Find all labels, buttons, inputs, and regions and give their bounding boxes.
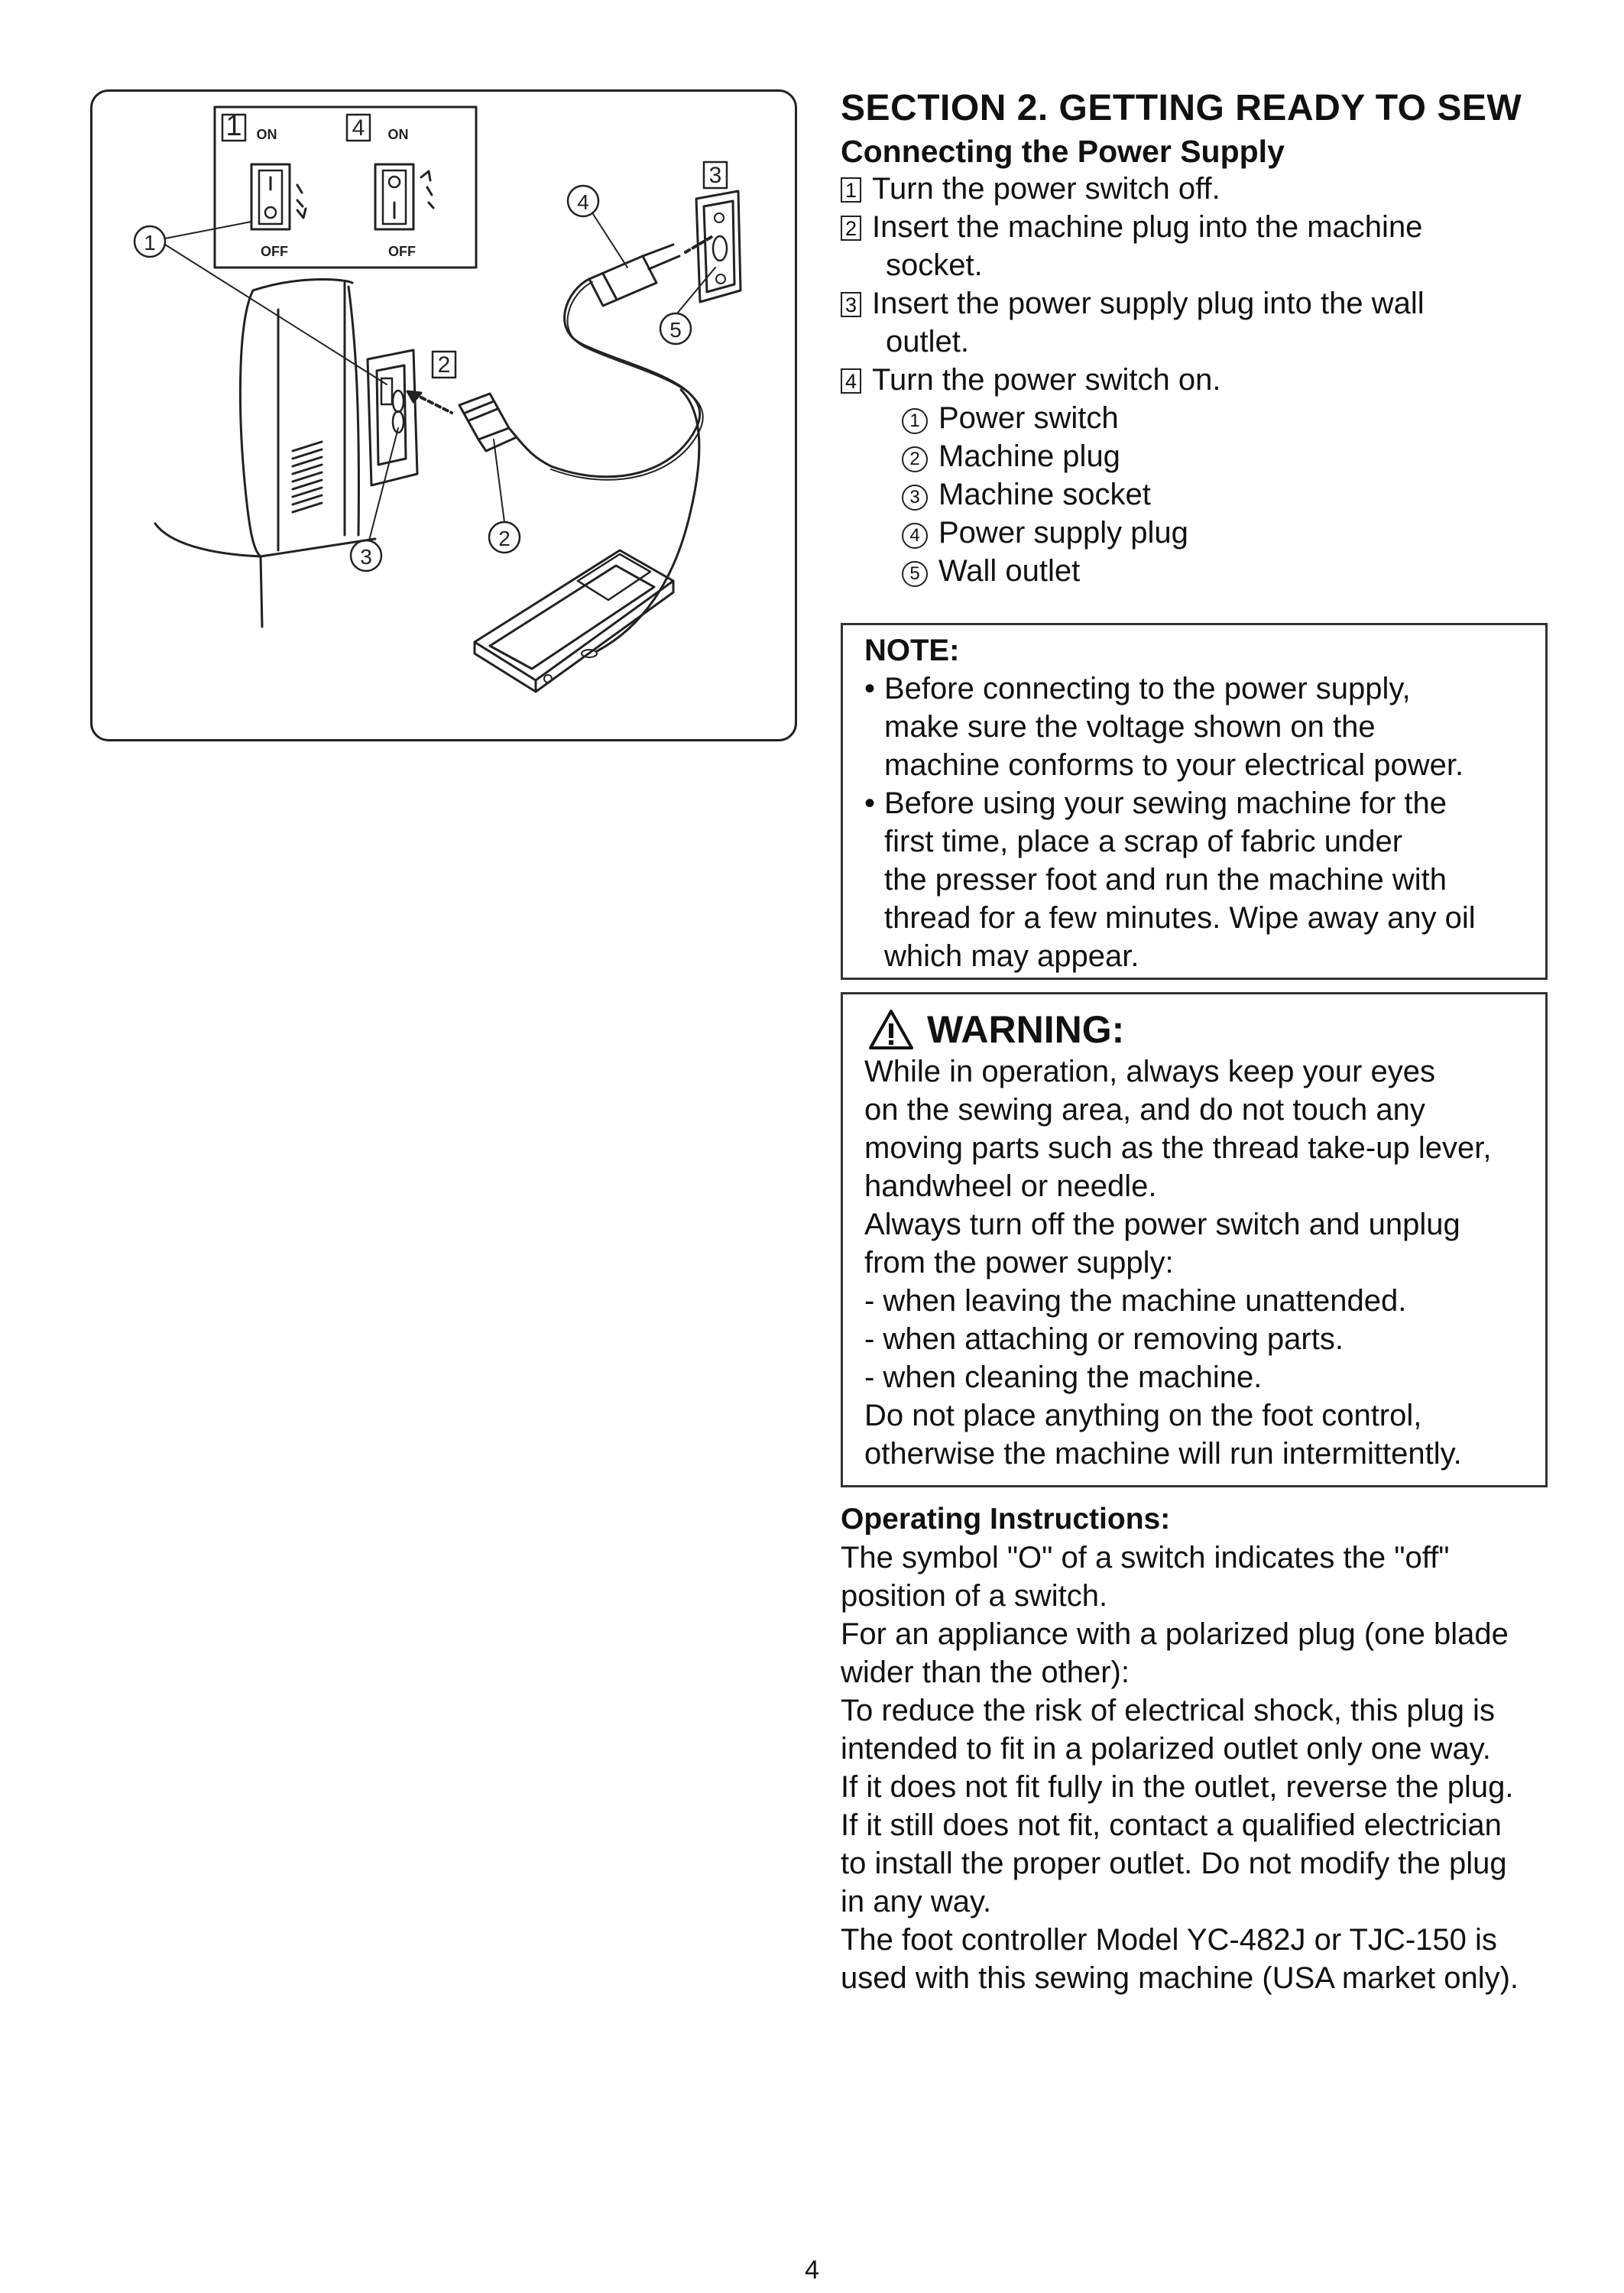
- warning-title: WARNING:: [927, 1008, 1125, 1051]
- note-text-line: which may appear.: [884, 939, 1139, 973]
- warning-line: While in operation, always keep your eyes: [864, 1055, 1436, 1088]
- warning-line: Do not place anything on the foot control,: [864, 1399, 1422, 1432]
- warning-line: - when attaching or removing parts.: [864, 1322, 1344, 1356]
- legend-number-circle: 5: [902, 561, 928, 587]
- note-text-line: make sure the voltage shown on the: [884, 710, 1376, 744]
- step-text: Insert the power supply plug into the wall: [872, 287, 1425, 320]
- figure-box-label-2: 2: [437, 352, 451, 378]
- note-bullet-item: • Before connecting to the power supply,: [864, 670, 1545, 708]
- legend-item: [902, 399, 1513, 437]
- figure-callout-2: 2: [498, 527, 511, 550]
- legend-number-circle: 4: [902, 523, 928, 549]
- figure-box-label-4: 4: [352, 115, 365, 141]
- note-bullet-item: • Before using your sewing machine for the: [864, 784, 1545, 822]
- operating-line: For an appliance with a polarized plug (one blade: [841, 1617, 1509, 1651]
- power-switch-on-icon: [375, 164, 433, 229]
- operating-line: used with this sewing machine (USA market only).: [841, 1961, 1519, 1995]
- step-item: [841, 208, 1559, 246]
- step-text: Turn the power switch on.: [872, 363, 1221, 397]
- legend-item: [902, 437, 1513, 475]
- legend-label: Wall outlet: [938, 554, 1081, 588]
- warning-line: - when cleaning the machine.: [864, 1361, 1263, 1394]
- step-text: Insert the machine plug into the machine: [872, 210, 1423, 244]
- warning-box: [841, 992, 1548, 1487]
- figure-callout-3: 3: [360, 545, 372, 569]
- figure-callout-5: 5: [669, 318, 682, 342]
- on-label-right: ON: [387, 127, 409, 142]
- warning-header: [864, 1007, 1545, 1052]
- note-text-line: thread for a few minutes. Wipe away any oil: [884, 901, 1476, 935]
- bullet-mark: •: [864, 786, 876, 820]
- operating-line: If it does not fit fully in the outlet, reverse the plug.: [841, 1770, 1514, 1804]
- step-item: [841, 170, 1559, 208]
- legend-label: Power supply plug: [938, 516, 1188, 550]
- operating-line: to install the proper outlet. Do not modify the plug: [841, 1847, 1507, 1880]
- legend-number-circle: 1: [902, 408, 928, 434]
- operating-line: position of a switch.: [841, 1579, 1108, 1613]
- step-item: [841, 284, 1559, 323]
- warning-line: otherwise the machine will run intermittently.: [864, 1437, 1462, 1471]
- operating-instructions-title: Operating Instructions:: [841, 1503, 1171, 1536]
- step-text: Turn the power switch off.: [872, 172, 1220, 206]
- figure-box-label-1: 1: [225, 110, 242, 142]
- note-title: NOTE:: [864, 634, 960, 667]
- warning-line: on the sewing area, and do not touch any: [864, 1093, 1425, 1127]
- legend-item: [902, 475, 1513, 514]
- warning-line: - when leaving the machine unattended.: [864, 1284, 1407, 1318]
- figure-callout-1: 1: [144, 231, 156, 255]
- note-box: [841, 623, 1548, 980]
- operating-instructions-body: [841, 1539, 1559, 1997]
- page-number: 4: [805, 2256, 819, 2285]
- note-text-line: first time, place a scrap of fabric under: [884, 825, 1403, 858]
- figure-callout-4: 4: [577, 190, 589, 214]
- legend-label: Power switch: [938, 401, 1119, 435]
- off-label-right: OFF: [388, 244, 416, 259]
- parts-legend: [902, 399, 1513, 590]
- note-text-line: the presser foot and run the machine with: [884, 863, 1447, 897]
- operating-line: in any way.: [841, 1885, 992, 1918]
- figure-box-label-3: 3: [708, 163, 722, 188]
- step-number-box: 4: [841, 368, 861, 394]
- step-number-box: 3: [841, 292, 861, 317]
- legend-number-circle: 2: [902, 446, 928, 472]
- step-text-continued: socket.: [886, 248, 983, 282]
- bullet-mark: •: [864, 672, 876, 705]
- warning-line: moving parts such as the thread take-up lever,: [864, 1131, 1492, 1165]
- operating-line: The symbol "O" of a switch indicates the "off": [841, 1541, 1450, 1575]
- step-number-box: 2: [841, 216, 861, 241]
- sewing-machine-body: [155, 280, 417, 627]
- warning-line: handwheel or needle.: [864, 1169, 1157, 1203]
- power-supply-plug-icon: [589, 237, 712, 306]
- legend-label: Machine plug: [938, 439, 1120, 473]
- switch-inset-frame: [215, 107, 476, 268]
- operating-line: To reduce the risk of electrical shock, this plug is: [841, 1694, 1495, 1727]
- legend-item: [902, 514, 1513, 552]
- wall-outlet-icon: [696, 191, 741, 302]
- warning-line: Always turn off the power switch and unplug: [864, 1208, 1460, 1241]
- power-connection-illustration: [90, 89, 797, 741]
- step-number-box: 1: [841, 177, 861, 203]
- subsection-title: Connecting the Power Supply: [841, 134, 1285, 169]
- machine-plug-icon: [459, 394, 551, 466]
- step-item: [841, 361, 1559, 399]
- on-label-left: ON: [256, 127, 277, 142]
- operating-line: The foot controller Model YC-482J or TJC-150 is: [841, 1923, 1497, 1957]
- operating-line: wider than the other):: [841, 1656, 1130, 1689]
- warning-line: from the power supply:: [864, 1246, 1174, 1279]
- warning-triangle-icon: [867, 1008, 915, 1051]
- operating-line: intended to fit in a polarized outlet only one way.: [841, 1732, 1491, 1766]
- operating-line: If it still does not fit, contact a qualified electrician: [841, 1808, 1502, 1842]
- legend-number-circle: 3: [902, 485, 928, 511]
- legend-label: Machine socket: [938, 478, 1151, 511]
- note-text-line: machine conforms to your electrical power.: [884, 748, 1464, 782]
- power-switch-off-icon: [251, 164, 306, 229]
- step-text-continued: outlet.: [886, 325, 969, 358]
- section-title: SECTION 2. GETTING READY TO SEW: [841, 88, 1522, 128]
- steps-list: [841, 170, 1559, 399]
- off-label-left: OFF: [261, 244, 288, 259]
- legend-item: [902, 552, 1513, 590]
